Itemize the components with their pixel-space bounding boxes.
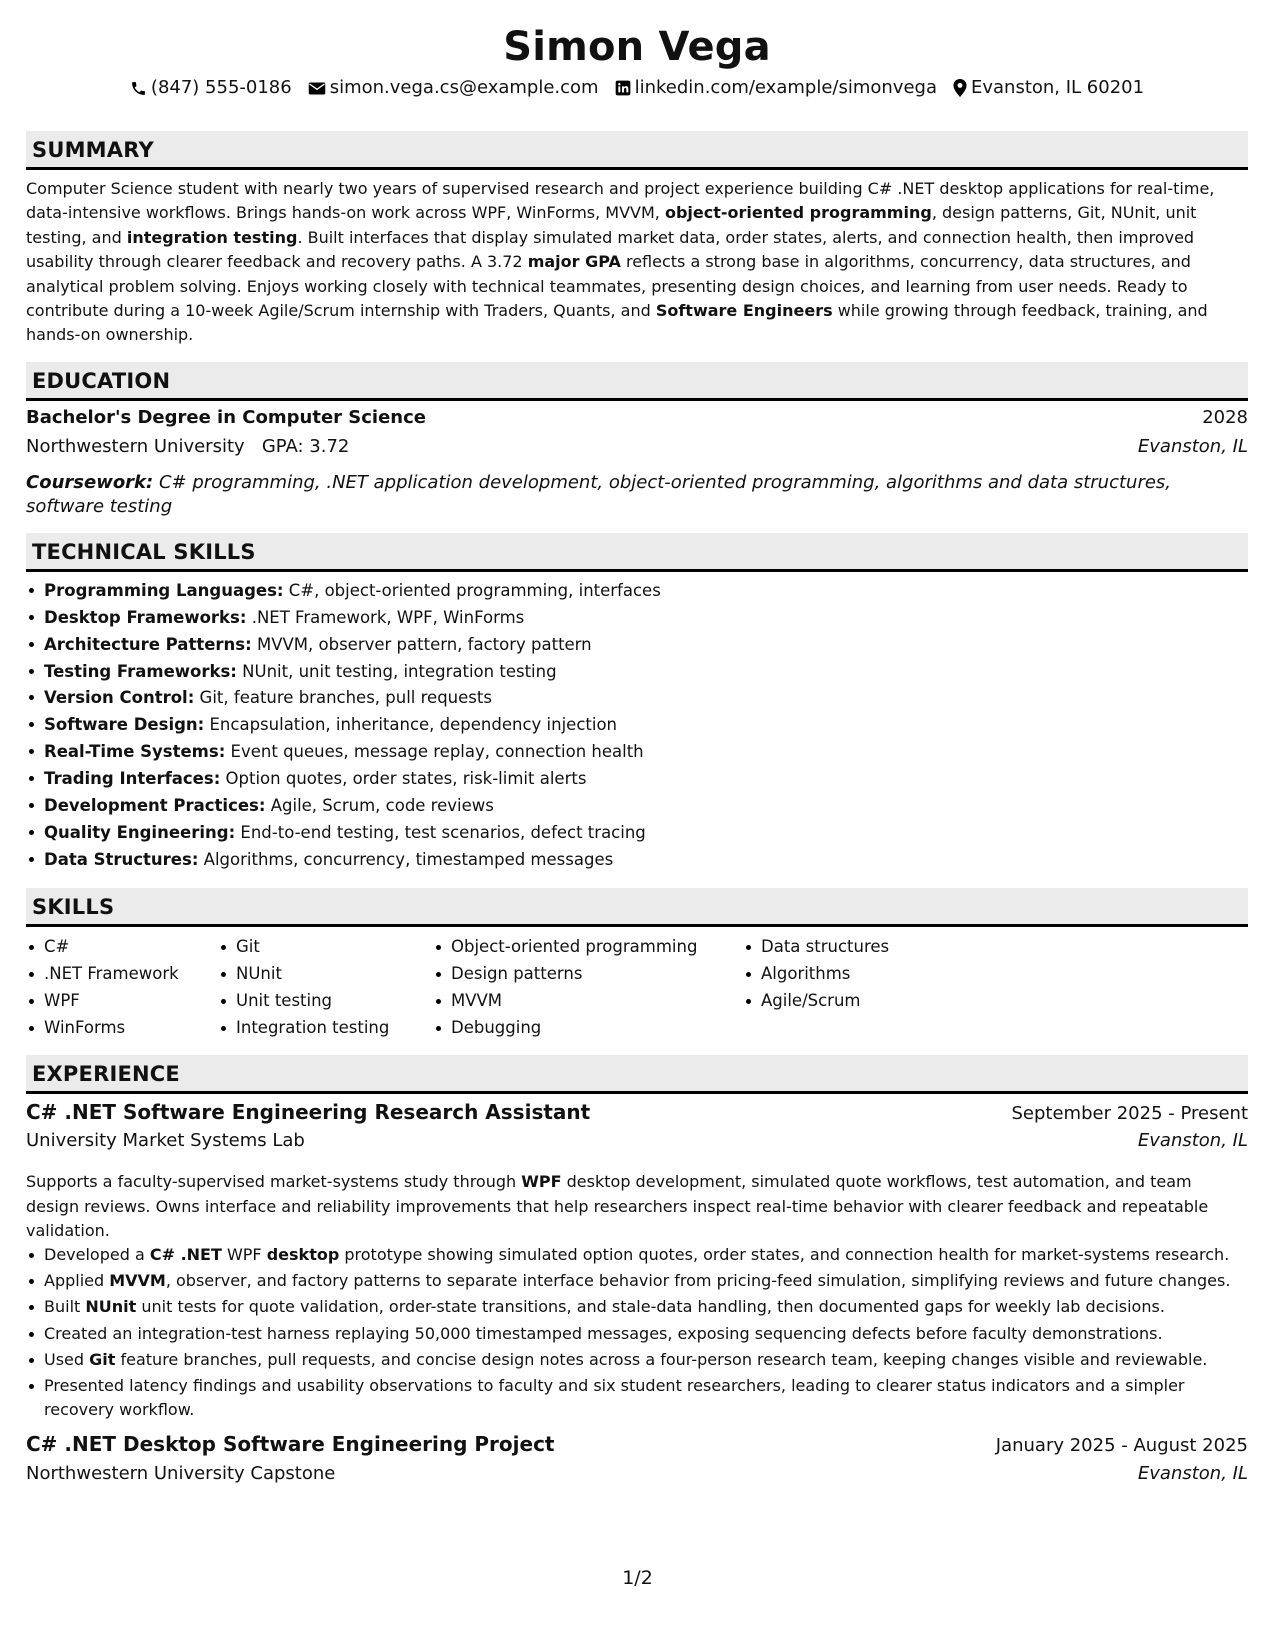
list-item: Design patterns — [451, 961, 743, 988]
contact-location — [953, 76, 1144, 100]
job-entry — [26, 1424, 1248, 1493]
list-item: Testing Frameworks: NUnit, unit testing, integration testing — [44, 659, 1248, 686]
list-item: Desktop Frameworks: .NET Framework, WPF, WinForms — [44, 605, 1248, 632]
map-pin-icon — [953, 79, 967, 97]
list-item: NUnit — [236, 961, 433, 988]
list-item: Trading Interfaces: Option quotes, order states, risk-limit alerts — [44, 766, 1248, 793]
list-item: WPF — [44, 988, 218, 1015]
skills-column-2 — [218, 934, 433, 1042]
summary-heading: SUMMARY — [26, 131, 1248, 170]
list-item: Quality Engineering: End-to-end testing, test scenarios, defect tracing — [44, 820, 1248, 847]
envelope-icon — [308, 81, 326, 96]
education-heading: EDUCATION — [26, 362, 1248, 401]
job-organization: University Market Systems Lab — [26, 1130, 305, 1152]
list-item: Object-oriented programming — [451, 934, 743, 961]
skills-section — [26, 888, 1248, 1042]
page-number: 1/2 — [622, 1567, 653, 1589]
summary-section — [26, 131, 1248, 348]
list-item: Version Control: Git, feature branches, pull requests — [44, 685, 1248, 712]
degree-title: Bachelor's Degree in Computer Science — [26, 406, 426, 428]
job-description: Supports a faculty-supervised market-systems study through WPF desktop development, simulated quote workflows, test automation, and team design reviews. Owns interface and reliability improvements that help researchers inspect real-time behavior with clearer feedback and repeatable validation. — [26, 1172, 1209, 1240]
technical-skills-heading: TECHNICAL SKILLS — [26, 533, 1248, 572]
graduation-year: 2028 — [1202, 406, 1248, 428]
list-item: MVVM — [451, 988, 743, 1015]
technical-skills-section — [26, 533, 1248, 874]
phone-text[interactable]: (847) 555-0186 — [150, 77, 292, 98]
list-item: Unit testing — [236, 988, 433, 1015]
education-section — [26, 362, 1248, 519]
list-item: Agile/Scrum — [761, 988, 981, 1015]
job-dates: September 2025 - Present — [1011, 1103, 1248, 1125]
list-item: Created an integration-test harness replaying 50,000 timestamped messages, exposing sequencing defects before faculty demonstrations. — [44, 1322, 1248, 1346]
school-location: Evanston, IL — [1137, 435, 1248, 457]
technical-skills-list — [26, 572, 1248, 874]
contact-phone — [130, 76, 292, 100]
resume-page — [26, 0, 1248, 1493]
experience-heading: EXPERIENCE — [26, 1055, 1248, 1094]
skills-heading: SKILLS — [26, 888, 1248, 927]
list-item: Debugging — [451, 1015, 743, 1042]
gpa: GPA: 3.72 — [261, 435, 350, 457]
contact-email — [308, 76, 599, 100]
list-item: WinForms — [44, 1015, 218, 1042]
phone-icon — [130, 80, 147, 97]
summary-text: Computer Science student with nearly two years of supervised research and project experience building C# .NET desktop applications for real-time, data-intensive workflows. Brings hands-on work across WPF, WinForms, MVVM, object-oriented programming, design patterns, Git, NUnit, unit testing, and integration testing. Built interfaces that display simulated market data, order states, alerts, and connection health, then improved usability through clearer feedback and recovery paths. A 3.72 major GPA reflects a strong base in algorithms, concurrency, data structures, and analytical problem solving. Enjoys working closely with technical teammates, presenting design choices, and learning from user needs. Ready to contribute during a 10-week Agile/Scrum internship with Traders, Quants, and Software Engineers while growing through feedback, training, and hands-on ownership. — [26, 179, 1215, 345]
list-item: Git — [236, 934, 433, 961]
job-organization: Northwestern University Capstone — [26, 1463, 336, 1485]
job-location: Evanston, IL — [1137, 1130, 1248, 1152]
candidate-name: Simon Vega — [503, 24, 771, 70]
skills-column-4 — [743, 934, 981, 1042]
list-item: Development Practices: Agile, Scrum, code reviews — [44, 793, 1248, 820]
linkedin-text[interactable]: linkedin.com/example/simonvega — [634, 77, 937, 98]
list-item: Applied MVVM, observer, and factory patterns to separate interface behavior from pricing-feed simulation, simplifying reviews and future changes. — [44, 1269, 1248, 1293]
list-item: Built NUnit unit tests for quote validation, order-state transitions, and stale-data handling, then documented gaps for weekly lab decisions. — [44, 1295, 1248, 1319]
job-entry — [26, 1094, 1248, 1422]
list-item: C# — [44, 934, 218, 961]
list-item: Real-Time Systems: Event queues, message replay, connection health — [44, 739, 1248, 766]
list-item: Used Git feature branches, pull requests, and concise design notes across a four-person research team, keeping changes visible and reviewable. — [44, 1348, 1248, 1372]
contact-linkedin — [615, 76, 937, 100]
skills-column-3 — [433, 934, 743, 1042]
list-item: Architecture Patterns: MVVM, observer pattern, factory pattern — [44, 632, 1248, 659]
list-item: Algorithms — [761, 961, 981, 988]
location-text: Evanston, IL 60201 — [970, 77, 1145, 98]
list-item: Data structures — [761, 934, 981, 961]
contact-bar — [26, 76, 1248, 100]
job-bullets — [26, 1243, 1248, 1422]
list-item: Software Design: Encapsulation, inheritance, dependency injection — [44, 712, 1248, 739]
linkedin-icon — [615, 80, 631, 96]
list-item: Data Structures: Algorithms, concurrency, timestamped messages — [44, 847, 1248, 874]
skills-column-1 — [26, 934, 218, 1042]
experience-section — [26, 1055, 1248, 1493]
list-item: Presented latency findings and usability observations to faculty and six student researchers, leading to clearer status indicators and a simpler recovery workflow. — [44, 1374, 1248, 1422]
list-item: .NET Framework — [44, 961, 218, 988]
email-text[interactable]: simon.vega.cs@example.com — [329, 77, 599, 98]
job-title: C# .NET Software Engineering Research Assistant — [26, 1100, 591, 1125]
job-title: C# .NET Desktop Software Engineering Project — [26, 1432, 555, 1457]
coursework: Coursework: C# programming, .NET application development, object-oriented programming, algorithms and data structures, software testing — [26, 471, 1172, 517]
list-item: Developed a C# .NET WPF desktop prototype showing simulated option quotes, order states, and connection health for market-systems research. — [44, 1243, 1248, 1267]
list-item: Programming Languages: C#, object-oriented programming, interfaces — [44, 578, 1248, 605]
skills-columns — [26, 927, 1248, 1042]
job-location: Evanston, IL — [1137, 1463, 1248, 1485]
school-name: Northwestern University GPA: 3.72 — [26, 435, 350, 457]
job-dates: January 2025 - August 2025 — [995, 1435, 1248, 1457]
list-item: Integration testing — [236, 1015, 433, 1042]
